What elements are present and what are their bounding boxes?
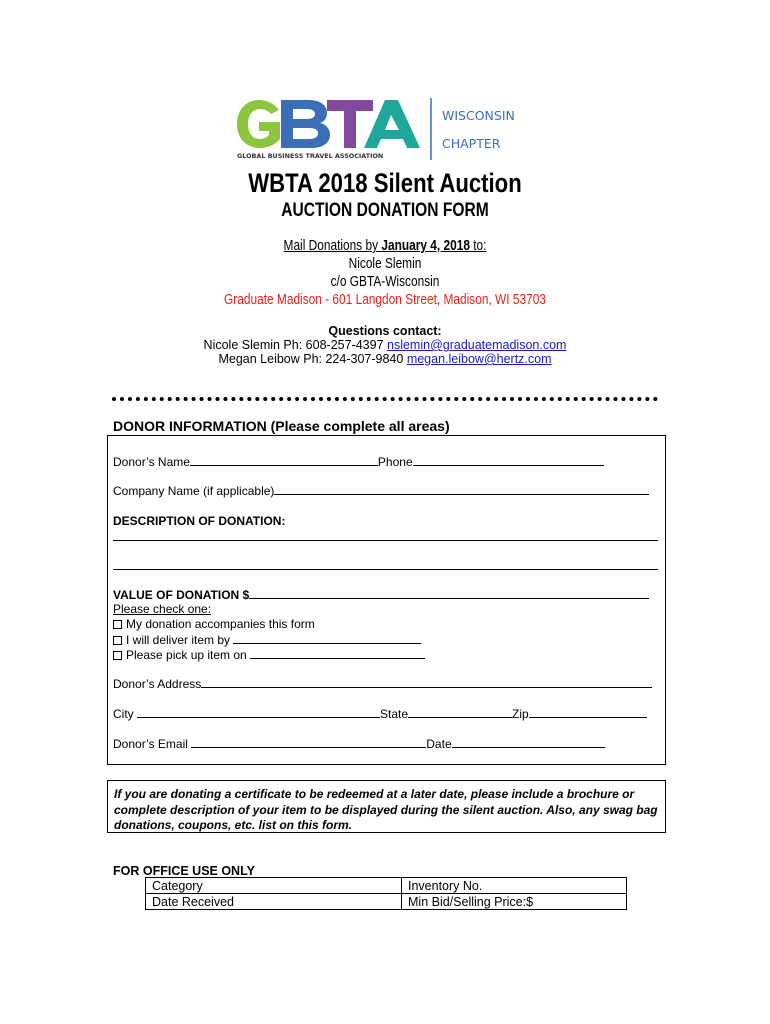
email-row: Donor’s Email Date (113, 736, 605, 751)
certificate-note: If you are donating a certificate to be redeemed at a later date, please include a brochure or complete description of your item to be displayed during the silent auction. Also, any swag bag donations, coupons, etc. list on this form. (107, 780, 666, 833)
office-category-cell: Category (146, 878, 402, 894)
contact-megan-email[interactable]: megan.leibow@hertz.com (406, 352, 552, 366)
description-line-1[interactable] (113, 540, 658, 541)
office-date-received-cell: Date Received (146, 894, 402, 910)
company-row: Company Name (if applicable) (113, 483, 649, 498)
care-of: c/o GBTA-Wisconsin (330, 274, 440, 290)
office-min-bid-cell: Min Bid/Selling Price:$ (402, 894, 627, 910)
address-field[interactable] (201, 676, 652, 688)
mail-instructions: Mail Donations by January 4, 2018 to: (283, 238, 487, 254)
logo-tagline: GLOBAL BUSINESS TRAVEL ASSOCIATION (237, 152, 384, 160)
phone-field[interactable] (413, 454, 604, 466)
option-deliver: I will deliver item by (113, 632, 421, 647)
pickup-date-field[interactable] (250, 647, 425, 659)
table-row (146, 878, 627, 894)
logo-letter-g (237, 100, 280, 148)
state-field[interactable] (408, 706, 512, 718)
office-inventory-cell: Inventory No. (402, 878, 627, 894)
address-row: Donor’s Address (113, 676, 652, 691)
date-field[interactable] (452, 736, 605, 748)
value-field[interactable] (249, 587, 649, 599)
option-accompanies: My donation accompanies this form (113, 617, 315, 631)
form-title: WBTA 2018 Silent Auction (248, 168, 522, 198)
contact-nicole-email[interactable]: nslemin@graduatemadison.com (387, 338, 567, 352)
contact-nicole: Nicole Slemin Ph: 608-257-4397 nslemin@graduatemadison.com (203, 338, 567, 352)
donor-name-row: Donor’s Name Phone (113, 454, 604, 469)
checkbox-pickup[interactable] (113, 651, 122, 660)
deliver-date-field[interactable] (233, 632, 421, 644)
donor-info-heading: DONOR INFORMATION (Please complete all areas) (113, 418, 450, 434)
value-row: VALUE OF DONATION $ (113, 587, 649, 602)
logo-chapter-line2: CHAPTER (442, 136, 501, 151)
check-one-label: Please check one: (113, 602, 212, 616)
logo-chapter-line1: WISCONSIN (442, 108, 515, 123)
contacts-heading: Questions contact: (328, 324, 442, 338)
table-row (146, 894, 627, 910)
recipient-name: Nicole Slemin (348, 256, 422, 272)
description-line-2[interactable] (113, 569, 658, 570)
logo-letter-b (281, 100, 330, 148)
donor-name-field[interactable] (190, 454, 378, 466)
email-field[interactable] (191, 736, 426, 748)
logo-letter-t (327, 100, 373, 148)
office-use-heading: FOR OFFICE USE ONLY (113, 864, 255, 878)
form-subtitle: AUCTION DONATION FORM (281, 200, 489, 221)
office-use-table (145, 877, 627, 910)
option-pickup: Please pick up item on (113, 647, 425, 662)
contact-megan: Megan Leibow Ph: 224-307-9840 megan.leibow@hertz.com (218, 352, 552, 366)
city-field[interactable] (137, 706, 380, 718)
section-divider (112, 397, 658, 401)
checkbox-accompanies[interactable] (113, 620, 122, 629)
gbta-logo (235, 96, 545, 162)
zip-field[interactable] (529, 706, 647, 718)
company-field[interactable] (274, 483, 649, 495)
mailing-address: Graduate Madison - 601 Langdon Street, Madison, WI 53703 (224, 292, 546, 308)
city-row: City State Zip (113, 706, 647, 721)
checkbox-deliver[interactable] (113, 636, 122, 645)
description-label: DESCRIPTION OF DONATION: (113, 514, 286, 528)
